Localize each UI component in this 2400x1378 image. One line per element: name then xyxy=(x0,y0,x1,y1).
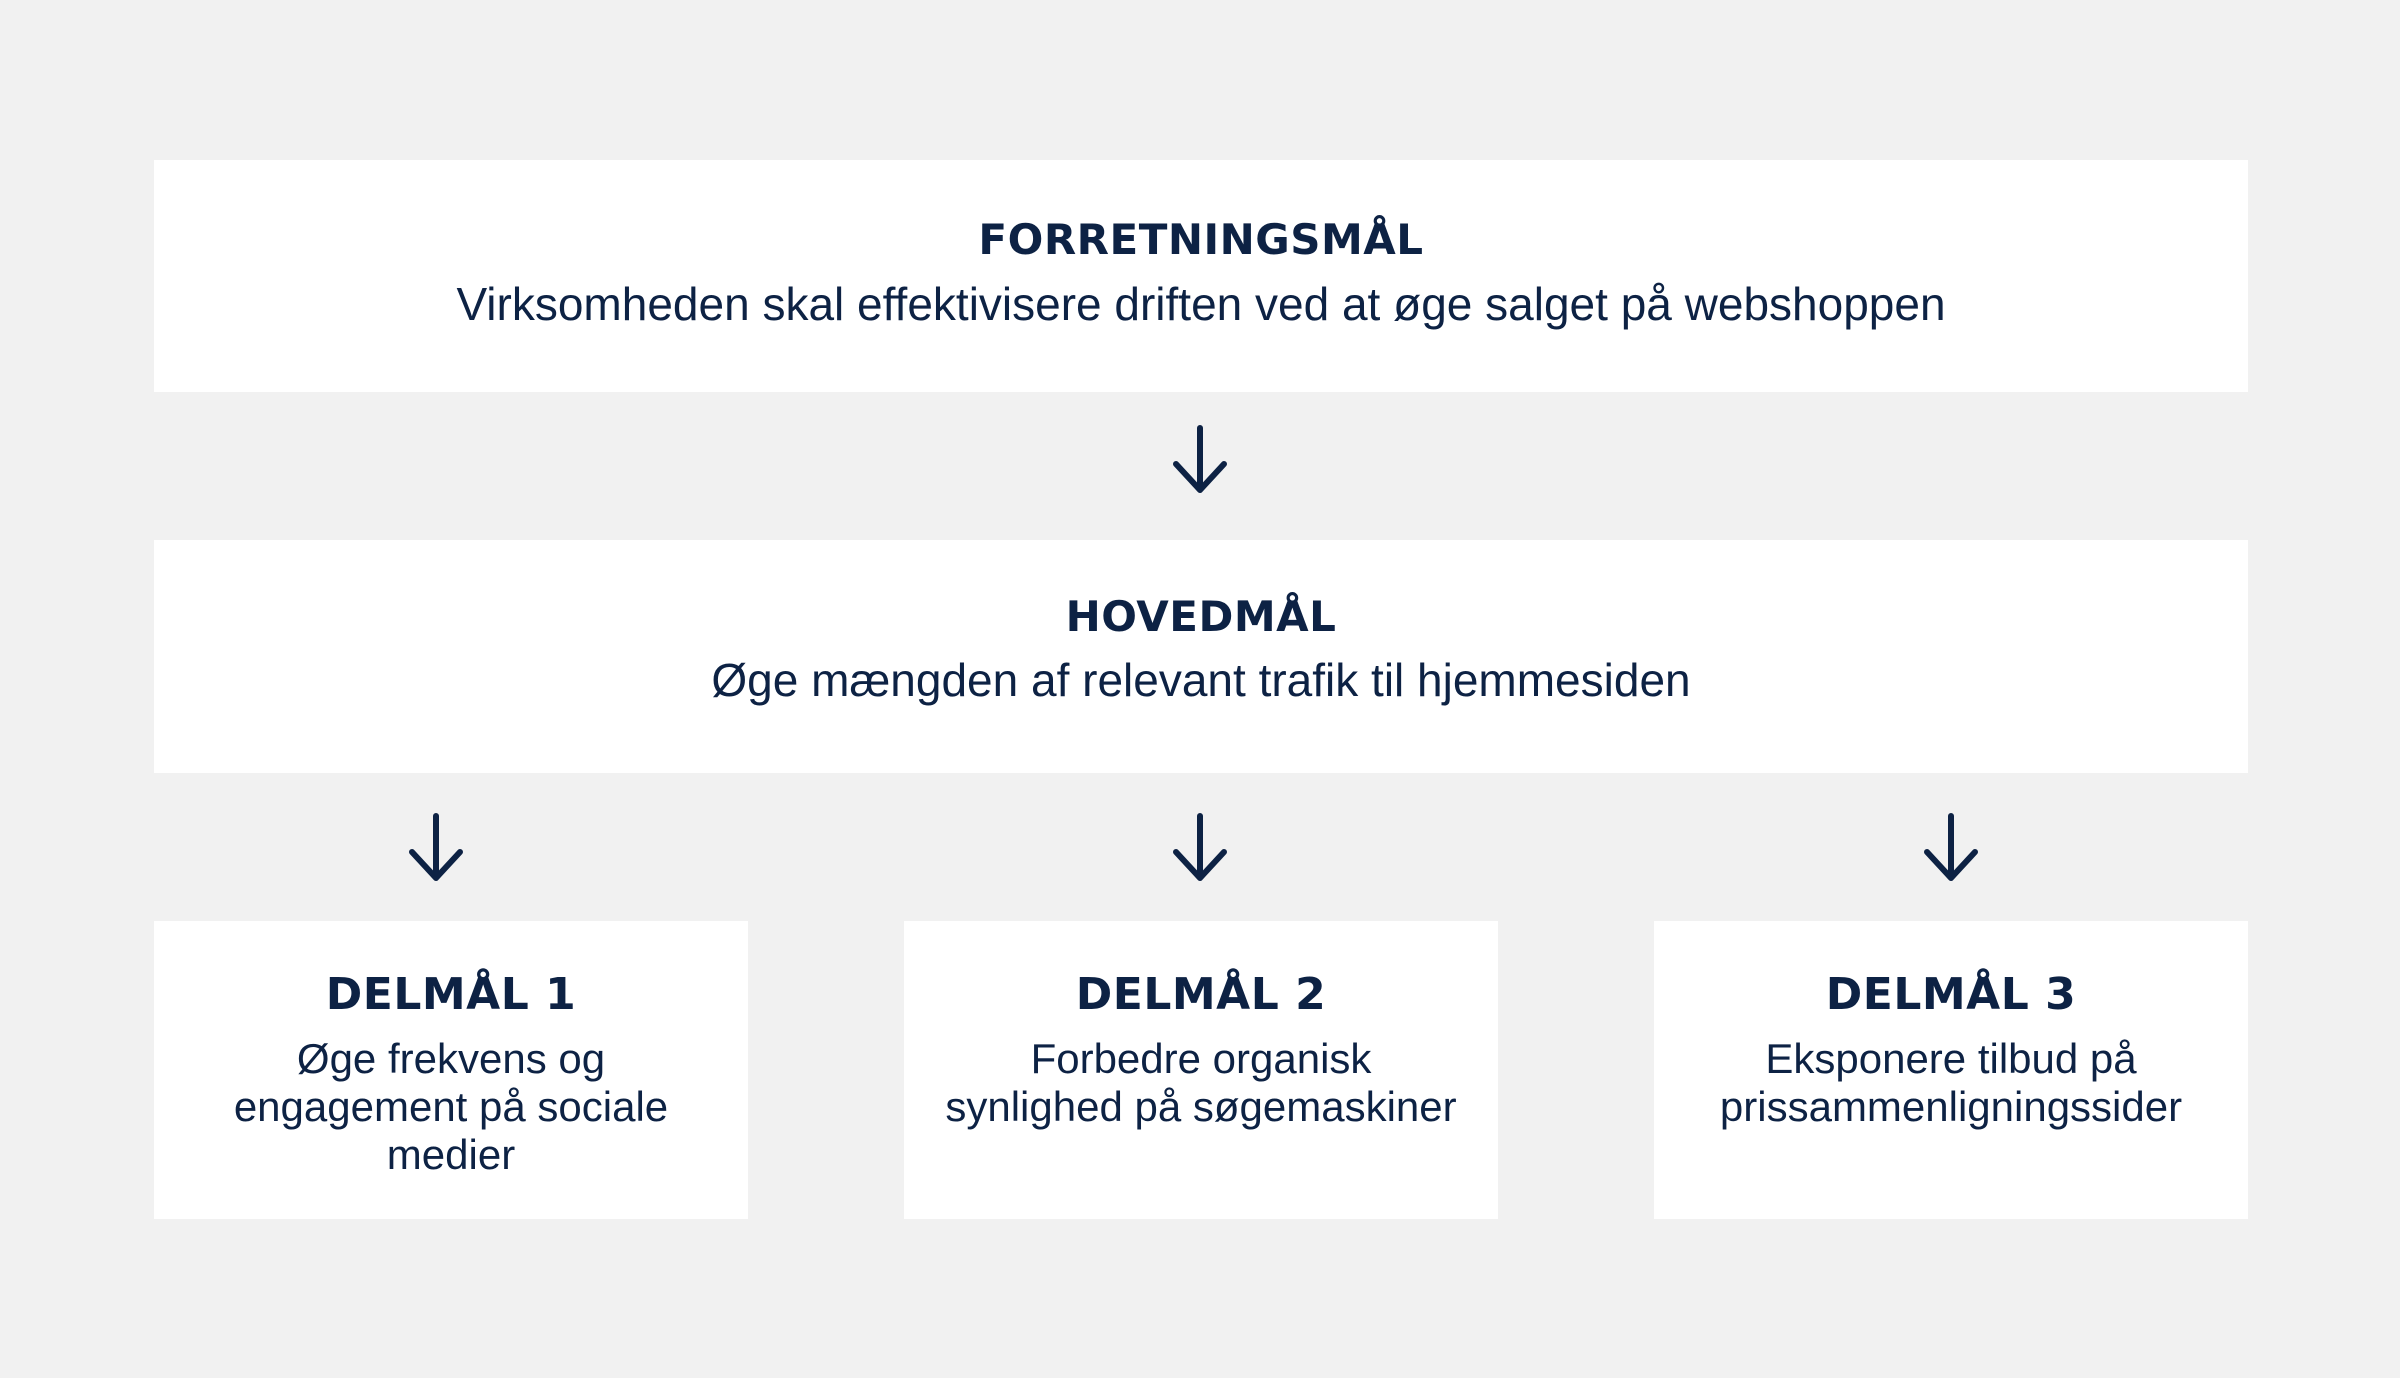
sub-goal-text: Øge frekvens og engagement på sociale medier xyxy=(233,1035,669,1178)
sub-goal-heading: DELMÅL 2 xyxy=(1075,969,1327,1020)
main-goal-heading: HOVEDMÅL xyxy=(1065,592,1337,641)
sub-goal-text: Eksponere tilbud på prissammenligningssider xyxy=(1719,1035,2183,1130)
business-goal-heading: FORRETNINGSMÅL xyxy=(978,215,1424,264)
arrow-down-icon xyxy=(1170,424,1230,496)
sub-goal-heading: DELMÅL 3 xyxy=(1825,969,2077,1020)
sub-goal-text: Forbedre organisk synlighed på søgemaskiner xyxy=(945,1035,1457,1130)
sub-goal-heading: DELMÅL 1 xyxy=(325,969,577,1020)
sub-goal-box-2 xyxy=(904,921,1498,1219)
business-goal-text: Virksomheden skal effektivisere driften ved at øge salget på webshoppen xyxy=(456,278,1946,330)
main-goal-text: Øge mængden af relevant trafik til hjemmesiden xyxy=(711,654,1691,706)
arrow-down-icon xyxy=(1170,812,1230,884)
arrow-down-icon xyxy=(406,812,466,884)
sub-goal-box-3 xyxy=(1654,921,2248,1219)
main-goal-box xyxy=(154,540,2248,773)
arrow-down-icon xyxy=(1921,812,1981,884)
business-goal-box xyxy=(154,160,2248,392)
sub-goal-box-1 xyxy=(154,921,748,1219)
